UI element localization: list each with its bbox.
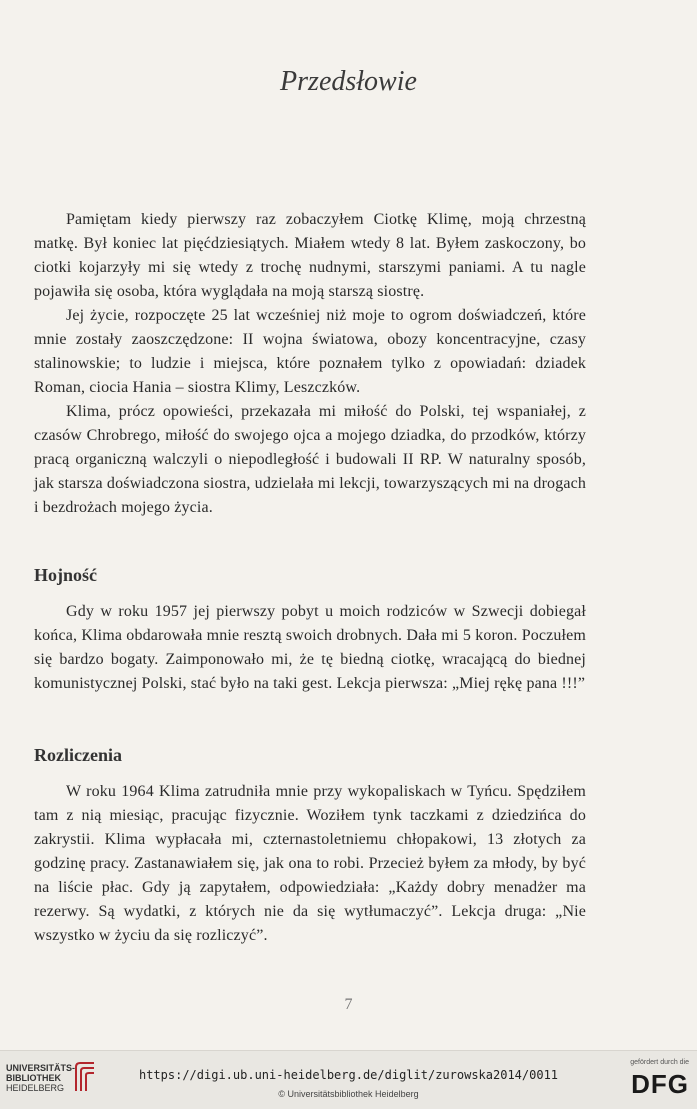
paragraph: W roku 1964 Klima zatrudniła mnie przy wykopaliskach w Tyńcu. Spędziłem tam z nią miesiąc, pracując fizycznie. Woziłem tynk taczkami z dziedzińca do zakrystii. Klima wypłacała mi, czternastoletniemu chłopakowi, 13 złotych za godzinę pracy. Zastanawiałem się, jak ona to robi. Przecież byłem za młody, by być na liście płac. Gdy ją zapytałem, odpowiedziała: „Każdy dobry menadżer ma rezerwy. Są wydatki, z których nie da się wytłumaczyć”. Lekcja druga: „Nie wszystko w życiu da się rozliczyć”. [34,783,586,944]
funder-label: gefördert durch die [630,1059,689,1066]
paragraph: Jej życie, rozpoczęte 25 lat wcześniej niż moje to ogrom doświadczeń, które mnie zostały zaoszczędzone: II wojna światowa, obozy koncentracyjne, czasy stalinowskie; to ludzie i miejsca, które poznałem tylko z opowiadań: dziadek Roman, ciocia Hania – siostra Klimy, Leszczków. [34,307,586,396]
paragraph: Klima, prócz opowieści, przekazała mi miłość do Polski, tej wspaniałej, z czasów Chrobrego, miłość do swojego ojca a mojego dziadka, do przodków, którzy pracą organiczną walczyli o niepodległość i budowali II RP. W naturalny sposób, jak starsza doświadczona siostra, udzielała mi lekcji, towarzyszących mi na drogach i bezdrożach mojego życia. [34,403,586,516]
page-number: 7 [344,996,353,1013]
section-heading: Hojność [34,565,97,585]
section-text [34,780,586,948]
page-title: Przedsłowie [280,66,417,97]
library-line: BIBLIOTHEK [6,1073,61,1083]
paragraph: Gdy w roku 1957 jej pierwszy pobyt u moich rodziców w Szwecji dobiegał końca, Klima obdarowała mnie resztą swoich drobnych. Dała mi 5 koron. Poczułem się bardzo bogaty. Zaimponowało mi, że tę biedną ciotkę, wracającą do biednej komunistycznej Polski, stać było na taki gest. Lekcja pierwsza: „Miej rękę pana !!!” [34,603,586,692]
section-heading: Rozliczenia [34,745,122,765]
intro-text [34,208,586,520]
viewer-footer [0,1050,697,1109]
paragraph: Pamiętam kiedy pierwszy raz zobaczyłem Ciotkę Klimę, moją chrzestną matkę. Był koniec lat pięćdziesiątych. Miałem wtedy 8 lat. Byłem zaskoczony, bo ciotki kojarzyły mi się wtedy z trochę nudnymi, starszymi paniami. A tu nagle pojawiła się osoba, która wyglądała na moją starszą siostrę. [34,211,586,300]
dfg-logo: DFG [631,1069,689,1099]
document-url-link[interactable]: https://digi.ub.uni-heidelberg.de/diglit/zurowska2014/0011 [138,1068,559,1082]
copyright-notice: © Universitätsbibliothek Heidelberg [278,1089,419,1099]
library-line: HEIDELBERG [6,1083,65,1093]
section-text [34,600,586,696]
library-line: UNIVERSITÄTS- [6,1063,76,1073]
